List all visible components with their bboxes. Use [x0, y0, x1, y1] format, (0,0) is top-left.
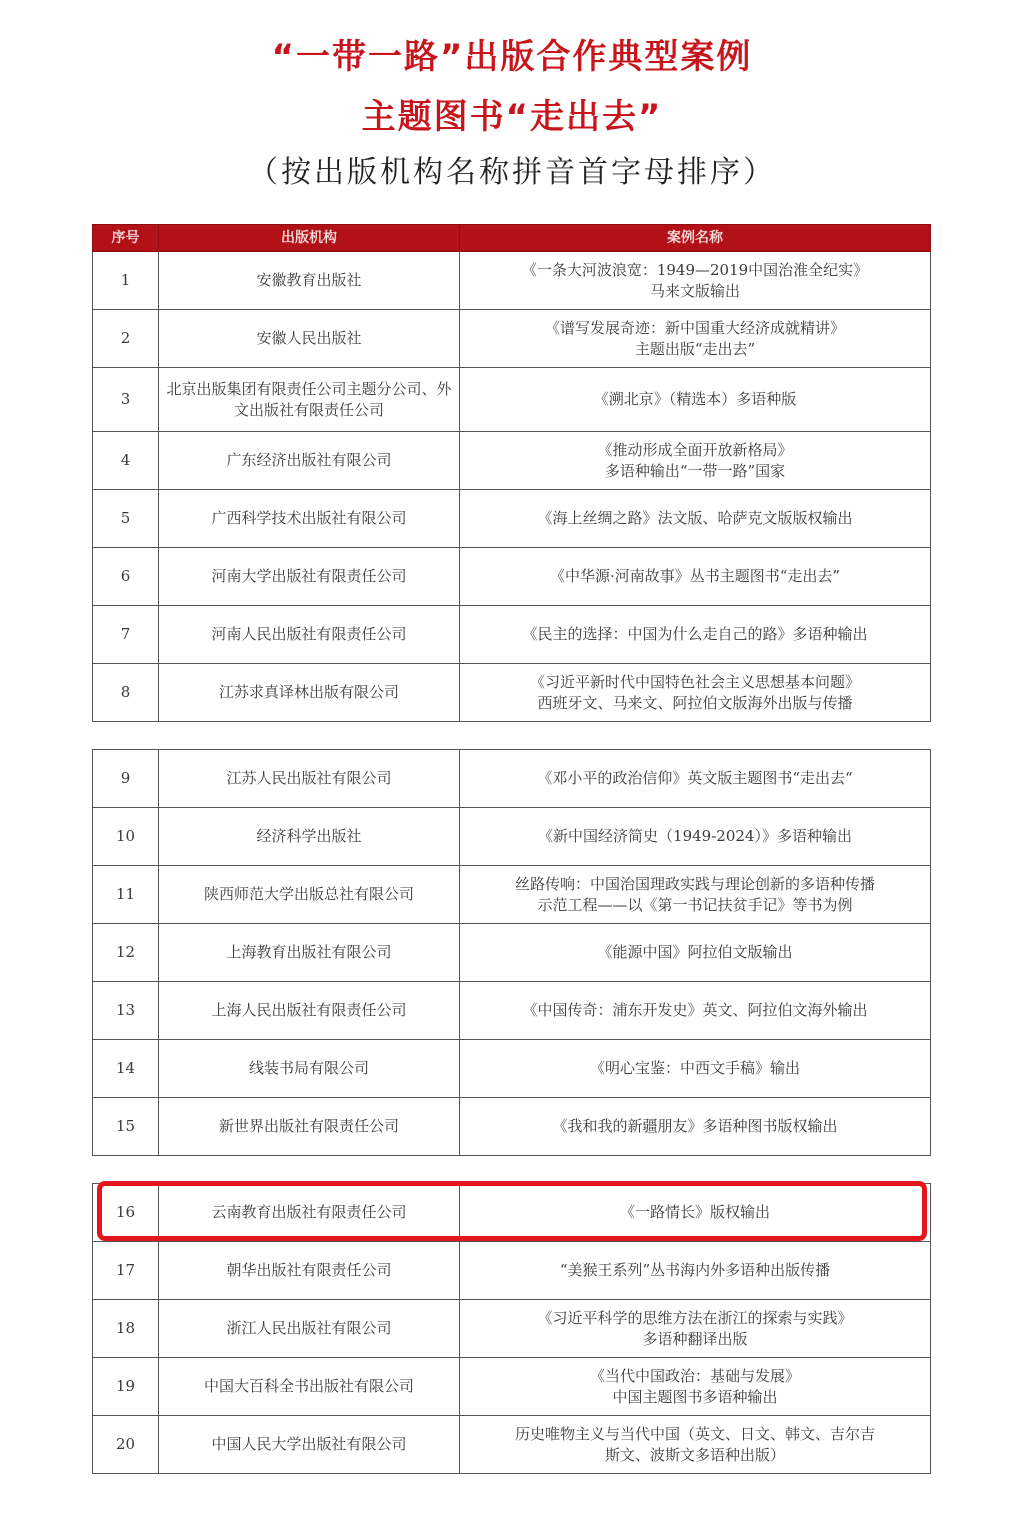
row-case-line: 《能源中国》阿拉伯文版输出: [597, 943, 793, 961]
row-number: 8: [93, 664, 159, 722]
table-row: [93, 866, 931, 924]
title-line-1: “一带一路”出版合作典型案例: [271, 37, 753, 77]
row-publisher: 陕西师范大学出版总社有限公司: [159, 866, 460, 924]
row-case-line: 多语种输出“一带一路”国家: [604, 461, 786, 480]
row-case: [460, 310, 931, 368]
row-case: [460, 490, 931, 548]
row-case-line: 《一条大河波浪宽：1949—2019中国治淮全纪实》: [521, 260, 869, 279]
row-publisher: 新世界出版社有限责任公司: [159, 1098, 460, 1156]
row-number: 6: [93, 548, 159, 606]
row-case-line: 《新中国经济简史（1949-2024）》多语种输出: [538, 827, 852, 845]
row-case-line: 多语种翻译出版: [642, 1329, 748, 1348]
row-case: [460, 866, 931, 924]
title-line-2: 主题图书“走出去”: [361, 97, 663, 137]
table-row: [93, 1098, 931, 1156]
table-row: [93, 1040, 931, 1098]
table-row: [93, 808, 931, 866]
row-number: 18: [93, 1300, 159, 1358]
table-row: [93, 548, 931, 606]
row-publisher: 河南人民出版社有限责任公司: [159, 606, 460, 664]
row-case-line: 《一路情长》版权输出: [619, 1203, 770, 1221]
row-case: [460, 664, 931, 722]
row-case-line: “美猴王系列”丛书海内外多语种出版传播: [559, 1261, 831, 1279]
row-number: 11: [93, 866, 159, 924]
row-publisher: 中国大百科全书出版社有限公司: [159, 1358, 460, 1416]
table-row: [93, 252, 931, 310]
row-case-line: 《中国传奇：浦东开发史》英文、阿拉伯文海外输出: [522, 1001, 868, 1019]
header-seq: 序号: [93, 225, 159, 252]
row-case-line: 《当代中国政治：基础与发展》: [589, 1366, 800, 1385]
row-case-line: 马来文版输出: [649, 281, 740, 300]
row-case-line: 《习近平科学的思维方法在浙江的探索与实践》: [537, 1308, 853, 1327]
table-row: [93, 982, 931, 1040]
row-case-line: 《推动形成全面开放新格局》: [597, 440, 793, 459]
header-publisher: 出版机构: [159, 225, 460, 252]
row-publisher: 朝华出版社有限责任公司: [159, 1242, 460, 1300]
row-publisher: 安徽人民出版社: [159, 310, 460, 368]
row-publisher: 上海人民出版社有限责任公司: [159, 982, 460, 1040]
row-number: 7: [93, 606, 159, 664]
row-case-line: 《中华源·河南故事》丛书主题图书“走出去”: [549, 567, 841, 585]
row-number: 4: [93, 432, 159, 490]
row-case-line: 《习近平新时代中国特色社会主义思想基本问题》: [529, 672, 860, 691]
row-case: [460, 368, 931, 432]
row-number: 10: [93, 808, 159, 866]
row-publisher: 北京出版集团有限责任公司主题分公司、外文出版社有限责任公司: [159, 368, 460, 432]
table-row: [93, 368, 931, 432]
row-number: 12: [93, 924, 159, 982]
row-case-line: 《海上丝绸之路》法文版、哈萨克文版版权输出: [537, 509, 853, 527]
row-case-line: 《民主的选择：中国为什么走自己的路》多语种输出: [522, 625, 868, 643]
row-number: 15: [93, 1098, 159, 1156]
table-header-row: [93, 225, 931, 252]
row-case-line: 《我和我的新疆朋友》多语种图书版权输出: [552, 1117, 838, 1135]
row-publisher: 广东经济出版社有限公司: [159, 432, 460, 490]
sort-note: （按出版机构名称拼音首字母排序）: [248, 155, 776, 190]
row-number: 20: [93, 1416, 159, 1474]
table-row: [93, 432, 931, 490]
row-case: [460, 1416, 931, 1474]
row-case: [460, 808, 931, 866]
row-case: [460, 1358, 931, 1416]
table-row: [93, 1242, 931, 1300]
table-row: [93, 1300, 931, 1358]
row-case: [460, 750, 931, 808]
row-number: 5: [93, 490, 159, 548]
table-row: [93, 606, 931, 664]
table-row: [93, 1358, 931, 1416]
row-case: [460, 432, 931, 490]
row-case: [460, 606, 931, 664]
row-case-line: 《溯北京》（精选本）多语种版: [593, 390, 797, 408]
row-number: 3: [93, 368, 159, 432]
row-case-line: 示范工程——以《第一书记扶贫手记》等书为例: [537, 895, 853, 914]
row-number: 1: [93, 252, 159, 310]
row-number: 16: [93, 1184, 159, 1242]
row-case-line: 主题出版“走出去”: [634, 339, 756, 358]
highlight-box: [97, 1181, 927, 1241]
row-number: 2: [93, 310, 159, 368]
row-case-line: 中国主题图书多语种输出: [612, 1387, 778, 1406]
row-case: [460, 1300, 931, 1358]
table-row: [93, 750, 931, 808]
row-number: 17: [93, 1242, 159, 1300]
row-publisher: 线装书局有限公司: [159, 1040, 460, 1098]
row-case: [460, 1040, 931, 1098]
row-publisher: 上海教育出版社有限公司: [159, 924, 460, 982]
row-case: [460, 252, 931, 310]
row-case: [460, 548, 931, 606]
row-case-line: 《谱写发展奇迹：新中国重大经济成就精讲》: [544, 318, 845, 337]
row-case-line: 斯文、波斯文多语种出版）: [604, 1445, 785, 1464]
row-case-line: 《邓小平的政治信仰》英文版主题图书“走出去“: [537, 769, 853, 787]
row-number: 19: [93, 1358, 159, 1416]
row-case-line: 丝路传响：中国治国理政实践与理论创新的多语种传播: [514, 874, 875, 893]
row-number: 14: [93, 1040, 159, 1098]
row-case: [460, 924, 931, 982]
case-table-part-2: [92, 749, 931, 1156]
row-publisher: 江苏求真译林出版有限公司: [159, 664, 460, 722]
row-case-line: 西班牙文、马来文、阿拉伯文版海外出版与传播: [537, 693, 853, 712]
row-case-line: 《明心宝鉴：中西文手稿》输出: [589, 1059, 800, 1077]
header-case: 案例名称: [460, 225, 931, 252]
row-case: [460, 1242, 931, 1300]
row-publisher: 江苏人民出版社有限公司: [159, 750, 460, 808]
row-case: [460, 1098, 931, 1156]
row-publisher: 广西科学技术出版社有限公司: [159, 490, 460, 548]
row-case: [460, 982, 931, 1040]
table-row: [93, 310, 931, 368]
row-number: 13: [93, 982, 159, 1040]
table-row: [93, 664, 931, 722]
row-publisher: 中国人民大学出版社有限公司: [159, 1416, 460, 1474]
row-publisher: 浙江人民出版社有限公司: [159, 1300, 460, 1358]
table-row: [93, 1416, 931, 1474]
table-row: [93, 924, 931, 982]
row-number: 9: [93, 750, 159, 808]
table-row: [93, 490, 931, 548]
row-publisher: 云南教育出版社有限责任公司: [159, 1184, 460, 1242]
case-table-part-1: [92, 224, 931, 722]
row-case-line: 历史唯物主义与当代中国（英文、日文、韩文、吉尔吉: [514, 1424, 875, 1443]
row-publisher: 经济科学出版社: [159, 808, 460, 866]
row-publisher: 河南大学出版社有限责任公司: [159, 548, 460, 606]
row-publisher: 安徽教育出版社: [159, 252, 460, 310]
